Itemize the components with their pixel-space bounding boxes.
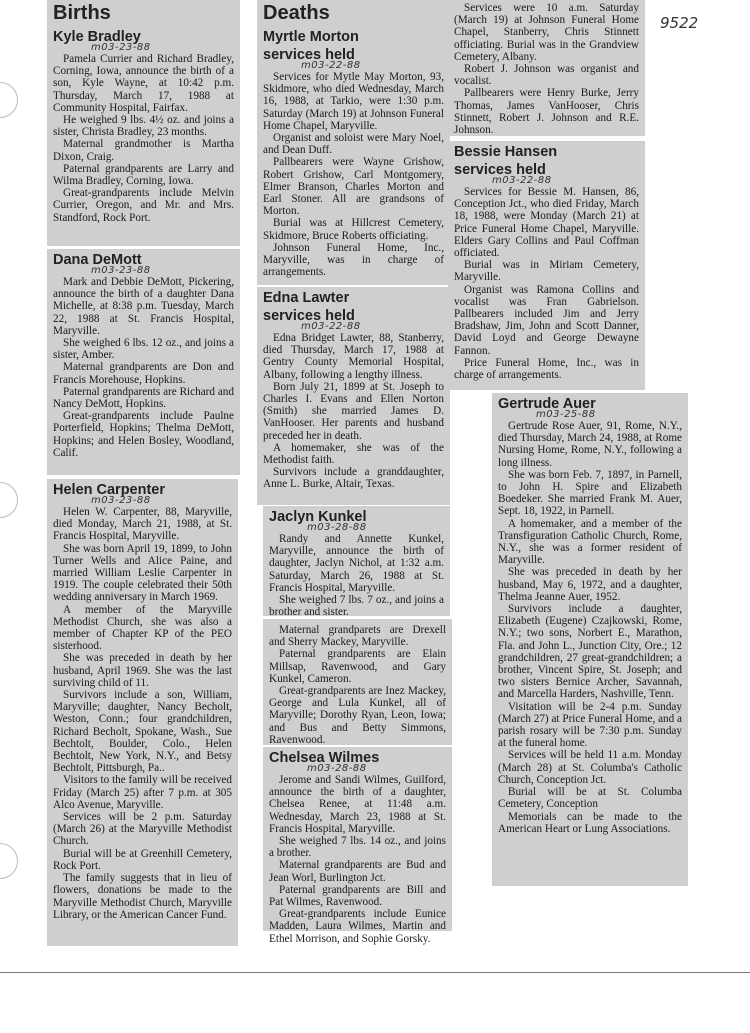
article-paragraph: Born July 21, 1899 at St. Joseph to Charles I. Evans and Ellen Norton (Smith) she married James D. VanHooser. Her parents and husband preceded her in death. <box>263 380 444 442</box>
article-heading: Jaclyn Kunkel <box>269 509 367 525</box>
handwritten-date-note: m03-22-88 <box>301 321 361 332</box>
article-paragraph: Mark and Debbie DeMott, Pickering, announce the birth of a daughter Dana Michelle, at 8:38 p.m. Tuesday, March 22, 1988 at St. Francis Hospital, Maryville. <box>53 276 234 337</box>
article-paragraph: She weighed 7 lbs. 14 oz., and joins a brother. <box>269 835 446 860</box>
handwritten-date-note: m03-25-88 <box>536 409 596 420</box>
article-paragraph: The family suggests that in lieu of flowers, donations be made to the Maryville Methodist Church, Maryville Library, or the American Cancer Fund. <box>53 872 232 921</box>
clipping-bessie <box>448 141 645 390</box>
article-heading: Bessie Hansen <box>454 144 558 160</box>
punch-hole <box>0 82 18 118</box>
article-heading: Myrtle Morton <box>263 29 359 45</box>
clipping-myrtle <box>257 0 450 285</box>
clipping-jaclyn <box>263 506 450 619</box>
article-paragraph: Paternal grandparents are Richard and Nancy DeMott, Hopkins. <box>53 385 234 411</box>
article-paragraph: A member of the Maryville Methodist Church, she was also a member of Chapter KP of the PEO sisterhood. <box>53 603 232 653</box>
handwritten-date-note: m03-22-88 <box>301 60 361 71</box>
article-paragraph: Burial was at Hillcrest Cemetery, Skidmore, Bruce Roberts officiating. <box>263 217 444 242</box>
article-paragraph: Survivors include a daughter, Elizabeth (Eugene) Czajkowski, Rome, N.Y.; two sons, Norbert E., Marathon, Fla. and John L., Junction City, Ore.; 12 grandchildren, 27 great-grandchildren; a brother, Vincent Spire, St. Joseph; and two sisters Bernice Archer, Savannah, and Marcella Harders, Nashville, Tenn. <box>498 603 682 701</box>
clipping-helen <box>47 479 238 946</box>
article-paragraph: Great-grandparents include Melvin Currier, Oregon, and Mr. and Mrs. Standford, Rock Port. <box>53 187 234 224</box>
article-paragraph: She was preceded in death by her husband, May 6, 1972, and a daughter, Thelma Jeanne Auer, 1952. <box>498 566 682 603</box>
article-paragraph: Paternal grandparents are Bill and Pat Wilmes, Ravenwood. <box>269 883 446 909</box>
handwritten-date-note: m03-28-88 <box>307 522 367 533</box>
article-paragraph: She weighed 7 lbs. 7 oz., and joins a brother and sister. <box>269 594 444 619</box>
article-paragraph: Gertrude Rose Auer, 91, Rome, N.Y., died Thursday, March 24, 1988, at Rome Nursing Home, Rome, N.Y., following a long illness. <box>498 420 682 469</box>
article-paragraph: Services were 10 a.m. Saturday (March 19) at Johnson Funeral Home Chapel, Stanberry, Chris Stinnett officiating. Burial was in the Grandview Cemetery, Albany. <box>454 2 639 63</box>
handwritten-date-note: m03-23-88 <box>91 42 151 53</box>
clipping-kyle <box>47 0 240 246</box>
punch-hole <box>0 843 18 879</box>
article-paragraph: Survivors include a granddaughter, Anne L. Burke, Altair, Texas. <box>263 466 444 491</box>
handwritten-date-note: m03-22-88 <box>492 175 552 186</box>
section-heading: Births <box>53 2 111 24</box>
article-paragraph: Burial was in Miriam Cemetery, Maryville. <box>454 259 639 284</box>
article-heading: Edna Lawter <box>263 290 350 306</box>
article-paragraph: Helen W. Carpenter, 88, Maryville, died Monday, March 21, 1988, at St. Francis Hospital, Maryville. <box>53 506 232 543</box>
article-heading: services held <box>454 162 546 178</box>
article-paragraph: A homemaker, she was of the Methodist faith. <box>263 441 444 467</box>
article-paragraph: Organist and soloist were Mary Noel, and Dean Duff. <box>263 132 444 157</box>
article-paragraph: Jerome and Sandi Wilmes, Guilford, announce the birth of a daughter, Chelsea Renee, at 11:48 a.m. Wednesday, March 23, 1988 at St. Francis Hospital, Maryville. <box>269 774 446 835</box>
article-heading: Dana DeMott <box>53 252 142 268</box>
article-paragraph: Burial will be at Greenhill Cemetery, Rock Port. <box>53 847 232 872</box>
article-paragraph: Services for Bessie M. Hansen, 86, Conception Jct., who died Friday, March 18, 1988, were Monday (March 21) at Price Funeral Home Chapel, Maryville. Elders Gary Collins and Paul Coffman officiated. <box>454 186 639 260</box>
article-paragraph: Great-grandparents include Eunice Madden, Laura Wilmes, Martin and Ethel Morrison, and Sophie Gorsky. <box>269 908 446 945</box>
article-paragraph: Price Funeral Home, Inc., was in charge of arrangements. <box>454 356 639 382</box>
article-paragraph: Memorials can be made to the American Heart or Lung Associations. <box>498 810 682 835</box>
article-paragraph: She was preceded in death by her husband, April 1969. She was the last surviving child of 11. <box>53 652 232 689</box>
article-paragraph: Maternal grandmother is Martha Dixon, Craig. <box>53 138 234 163</box>
article-paragraph: Services will be 2 p.m. Saturday (March 26) at the Maryville Methodist Church. <box>53 811 232 848</box>
article-paragraph: Maternal grandparets are Drexell and Sherry Mackey, Maryville. <box>269 624 446 649</box>
article-paragraph: Services for Mytle May Morton, 93, Skidmore, who died Wednesday, March 16, 1988, at Tarkio, were 1:30 p.m. Saturday (March 19) at Johnson Funeral Home Chapel, Maryville. <box>263 71 444 132</box>
article-paragraph: Visitation will be 2-4 p.m. Sunday (March 27) at Price Funeral Home, and a parish rosary will be 7:30 p.m. Sunday at the funeral home. <box>498 700 682 750</box>
article-paragraph: Paternal grandparents are Elain Millsap, Ravenwood, and Gary Kunkel, Cameron. <box>269 648 446 685</box>
article-paragraph: Survivors include a son, William, Maryville; daughter, Nancy Becholt, Weston, Conn.; four grandchildren, Richard Becholt, Spokane, Wash., Sue Bechtolt, Boulder, Colo., Helen Bechtolt, New York, N.Y., and Betsy Bechtolt, Pittsburgh, Pa.. <box>53 689 232 775</box>
handwritten-date-note: m03-28-88 <box>307 763 367 774</box>
article-paragraph: Pamela Currier and Richard Bradley, Corning, Iowa, announce the birth of a son, Kyle Wayne, at 10:42 p.m. Thursday, March 17, 1988 at Community Hospital, Fairfax. <box>53 53 234 114</box>
article-heading: Chelsea Wilmes <box>269 750 380 766</box>
article-paragraph: Maternal grandparents are Bud and Jean Worl, Burlington Jct. <box>269 859 446 884</box>
article-paragraph: Paternal grandparents are Larry and Wilma Bradley, Corning, Iowa. <box>53 162 234 188</box>
article-paragraph: Pallbearers were Wayne Grishow, Robert Grishow, Carl Montgomery, Elmer Branson, Charles Morton and Earl Stoner. All are grandsons of Morton. <box>263 156 444 218</box>
article-paragraph: Johnson Funeral Home, Inc., Maryville, was in charge of arrangements. <box>263 241 444 279</box>
article-paragraph: Visitors to the family will be received Friday (March 25) after 7 p.m. at 305 Alco Avenue, Maryville. <box>53 774 232 811</box>
punch-hole <box>0 482 18 518</box>
handwritten-date-note: m03-23-88 <box>91 495 151 506</box>
handwritten-date-note: m03-23-88 <box>91 265 151 276</box>
clipping-dana <box>47 249 240 475</box>
clipping-gertrude <box>492 393 688 886</box>
article-paragraph: Edna Bridget Lawter, 88, Stanberry, died Thursday, March 17, 1988 at Gentry County Memorial Hospital, Albany, following a lengthy illness. <box>263 332 444 381</box>
article-heading: services held <box>263 47 355 63</box>
article-heading: Kyle Bradley <box>53 29 141 45</box>
clipping-edna <box>257 287 450 505</box>
page-number-note: 9522 <box>660 14 699 32</box>
article-heading: Helen Carpenter <box>53 482 166 498</box>
article-paragraph: She was born Feb. 7, 1897, in Parnell, to John H. Spire and Elizabeth Boedeker. She married Frank M. Auer, Sept. 18, 1922, in Parnell. <box>498 468 682 518</box>
article-paragraph: Pallbearers were Henry Burke, Jerry Thomas, James VanHooser, Chris Stinnett, Robert J. Johnson and R.E. Johnson. <box>454 87 639 137</box>
scan-edge-line <box>0 972 750 973</box>
article-paragraph: Maternal grandparents are Don and Francis Morehouse, Hopkins. <box>53 361 234 386</box>
article-paragraph: Great-grandparents include Paulne Porterfield, Hopkins; Thelma DeMott, Hopkins; and Helen Bosley, Woodland, Calif. <box>53 410 234 459</box>
article-paragraph: She was born April 19, 1899, to John Turner Wells and Alice Paine, and married William Leslie Carpenter in 1919. The couple celebrated their 50th wedding anniversary in March 1969. <box>53 542 232 604</box>
clipping-jaclyn-continued <box>263 619 452 745</box>
article-paragraph: Great-grandparents are Inez Mackey, George and Lula Kunkel, all of Maryville; Dorothy Ryan, Leon, Iowa; and Bus and Betty Simmons, Ravenwood. <box>269 685 446 746</box>
article-paragraph: A homemaker, and a member of the Transfiguration Catholic Church, Rome, N.Y., she was a former resident of Maryville. <box>498 517 682 567</box>
article-paragraph: Burial will be at St. Columba Cemetery, Conception <box>498 786 682 811</box>
section-heading: Deaths <box>263 2 330 24</box>
article-paragraph: Robert J. Johnson was organist and vocalist. <box>454 63 639 88</box>
article-heading: services held <box>263 308 355 324</box>
article-heading: Gertrude Auer <box>498 396 596 412</box>
article-paragraph: Randy and Annette Kunkel, Maryville, announce the birth of daughter, Jaclyn Nichol, at 1:32 a.m. Saturday, March 26, 1988 at St. Francis Hospital, Maryville. <box>269 533 444 594</box>
article-paragraph: She weighed 6 lbs. 12 oz., and joins a sister, Amber. <box>53 337 234 362</box>
article-paragraph: He weighed 9 lbs. 4½ oz. and joins a sister, Christa Bradley, 23 months. <box>53 114 234 139</box>
clipping-edna-continued <box>448 0 645 136</box>
article-paragraph: Organist was Ramona Collins and vocalist was Fran Gabrielson. Pallbearers included Jim and Jerry Bradshaw, Jim, John and Scott Danner, David Loyd and George Dewayne Fannon. <box>454 283 639 357</box>
clipping-chelsea <box>263 747 452 945</box>
article-paragraph: Services will be held 11 a.m. Monday (March 28) at St. Columba's Catholic Church, Conception Jct. <box>498 749 682 786</box>
